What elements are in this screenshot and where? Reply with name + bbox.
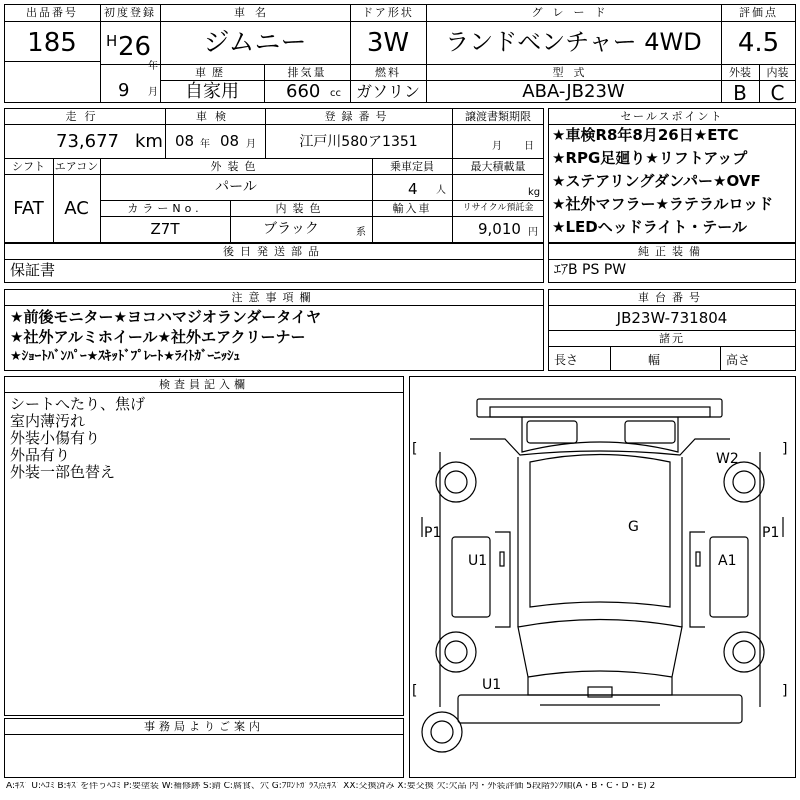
damage-mark: U1 [468, 553, 488, 569]
spec-label: 諸元 [659, 332, 685, 345]
damage-mark: P1 [762, 525, 780, 541]
chassis-label: 車台番号 [638, 291, 706, 304]
mileage-unit: km [135, 131, 163, 152]
sales-point: ★LEDヘッドライト・テール [552, 218, 747, 236]
displacement-label: 排気量 [287, 66, 327, 79]
inspector-line: 室内薄汚れ [10, 412, 86, 430]
transfer-month-unit: 月 [492, 141, 502, 152]
damage-mark: W2 [716, 451, 739, 467]
mileage: 73,677 [56, 131, 119, 152]
capacity-unit: 人 [436, 185, 446, 196]
damage-mark: P1 [424, 525, 442, 541]
car-outline [410, 377, 795, 777]
ac-label: エアコン [54, 160, 99, 173]
insp-year: 08 [175, 132, 195, 150]
note-line: ★社外アルミホイール★社外エアクリーナー [10, 328, 306, 346]
equipment-value: ｴｱB PS PW [554, 262, 627, 278]
damage-mark: G [628, 519, 639, 535]
transfer-label: 譲渡書類期限 [465, 110, 531, 123]
insp-year-unit: 年 [200, 139, 210, 150]
score-label: 評価点 [739, 6, 778, 19]
load-unit: kg [528, 187, 541, 198]
first-reg-label: 初度登録 [104, 6, 156, 19]
inspector-line: 外装一部色替え [10, 463, 116, 481]
width-label: 幅 [648, 353, 661, 367]
model: ABA-JB23W [522, 81, 625, 102]
note-line: ★前後モニター★ヨコハマジオランダータイヤ [10, 308, 321, 326]
mileage-label: 走行 [65, 110, 104, 123]
note-line: ★ｼｮｰﾄﾊﾞﾝﾊﾟｰ★ｽｷｯﾄﾞﾌﾟﾚｰﾄ★ﾗｲﾄｶﾞｰﾆｯｼｭ [10, 349, 240, 364]
inspector-line: 外装小傷有り [10, 429, 101, 447]
inspector-line: 外品有り [10, 446, 71, 464]
car-diagram [409, 376, 796, 778]
interior-color-unit: 系 [356, 227, 366, 238]
month-num: 9 [118, 80, 130, 101]
office-label: 事務局よりご案内 [144, 720, 264, 733]
color: パール [215, 179, 257, 195]
bracket-left: [ [412, 683, 418, 699]
shift-label: シフト [12, 160, 45, 173]
lot-no-label: 出品番号 [26, 6, 78, 19]
history-label: 車歴 [195, 66, 229, 79]
damage-mark: U1 [482, 677, 502, 693]
height-label: 高さ [726, 353, 751, 367]
equipment-label: 純正装備 [638, 245, 706, 258]
load-label: 最大積載量 [470, 160, 526, 173]
exterior-grade-label: 外装 [729, 66, 751, 79]
notes-label: 注意事項欄 [231, 291, 317, 304]
car-name: ジムニー [203, 28, 307, 58]
sales-points-label: セールスポイント [620, 110, 724, 123]
sales-point: ★ステアリングダンパー★OVF [552, 172, 761, 190]
reg-no: 江戸川580ア1351 [299, 134, 418, 150]
color-label: 外装色 [210, 160, 262, 173]
legend: A:ｷｽﾞ U:ﾍｺﾐ B:ｷｽﾞを伴うﾍｺﾐ P:要塗装 W:補修跡 S:錆 C:腐食、穴 G:ﾌﾛﾝﾄｶﾞﾗｽ点ｷｽﾞ XX:交換済み X:要交換 欠:欠品 内・外装評価 5段階ﾗﾝｸ順(A・B・C・D・E) 2 [6, 782, 656, 791]
month-unit: 月 [148, 87, 158, 98]
door: 3W [366, 28, 410, 58]
capacity-label: 乗車定員 [390, 160, 434, 173]
later-parts-label: 後日発送部品 [223, 245, 325, 258]
fuel-label: 燃料 [375, 66, 401, 79]
length-label: 長さ [554, 353, 579, 367]
transfer-day-unit: 日 [524, 141, 534, 152]
recycle-label: リサイクル預託金 [462, 203, 534, 213]
exterior-grade: B [733, 81, 747, 105]
recycle: 9,010 [478, 220, 521, 238]
inspector-label: 検査員記入欄 [159, 378, 249, 391]
interior-color-label: 内装色 [275, 202, 327, 215]
displacement: 660 [286, 81, 321, 102]
bracket-right: ] [782, 441, 788, 457]
sales-point: ★社外マフラー★ラテラルロッド [552, 195, 774, 213]
insp-month-unit: 月 [246, 139, 256, 150]
insp-month: 08 [220, 132, 240, 150]
later-parts-value: 保証書 [10, 261, 56, 279]
fuel: ガソリン [355, 82, 420, 101]
grade-label: グレード [531, 6, 616, 19]
year-num: 26 [118, 32, 152, 62]
ac: AC [64, 198, 89, 219]
car-name-label: 車名 [234, 6, 276, 19]
interior-grade-label: 内装 [766, 66, 789, 79]
inspection-label: 車検 [196, 110, 234, 123]
recycle-unit: 円 [528, 227, 538, 238]
bracket-right: ] [782, 683, 788, 699]
damage-mark: A1 [718, 553, 737, 569]
era: H [106, 32, 118, 50]
year-unit: 年 [148, 61, 158, 72]
history: 自家用 [185, 81, 239, 102]
interior-grade: C [770, 81, 785, 105]
shift: FAT [13, 198, 44, 219]
grade: ランドベンチャー 4WD [445, 28, 702, 56]
bracket-left: [ [412, 441, 418, 457]
sales-point: ★車検R8年8月26日★ETC [552, 126, 739, 144]
chassis-value: JB23W-731804 [616, 309, 728, 327]
displacement-unit: cc [330, 88, 341, 99]
import-label: 輸入車 [392, 202, 432, 215]
sales-points-list [552, 128, 794, 243]
reg-no-label: 登録番号 [324, 110, 393, 123]
color-no-label: カラーNo. [127, 202, 203, 215]
score: 4.5 [737, 28, 780, 58]
interior-color: ブラック [263, 221, 319, 237]
capacity: 4 [408, 180, 418, 198]
color-no: Z7T [150, 220, 180, 238]
inspector-line: シートへたり、焦げ [10, 395, 146, 413]
model-label: 型式 [552, 66, 595, 79]
sales-point: ★RPG足廻り★リフトアップ [552, 149, 748, 167]
lot-no: 185 [27, 28, 77, 58]
door-label: ドア形状 [362, 6, 414, 19]
